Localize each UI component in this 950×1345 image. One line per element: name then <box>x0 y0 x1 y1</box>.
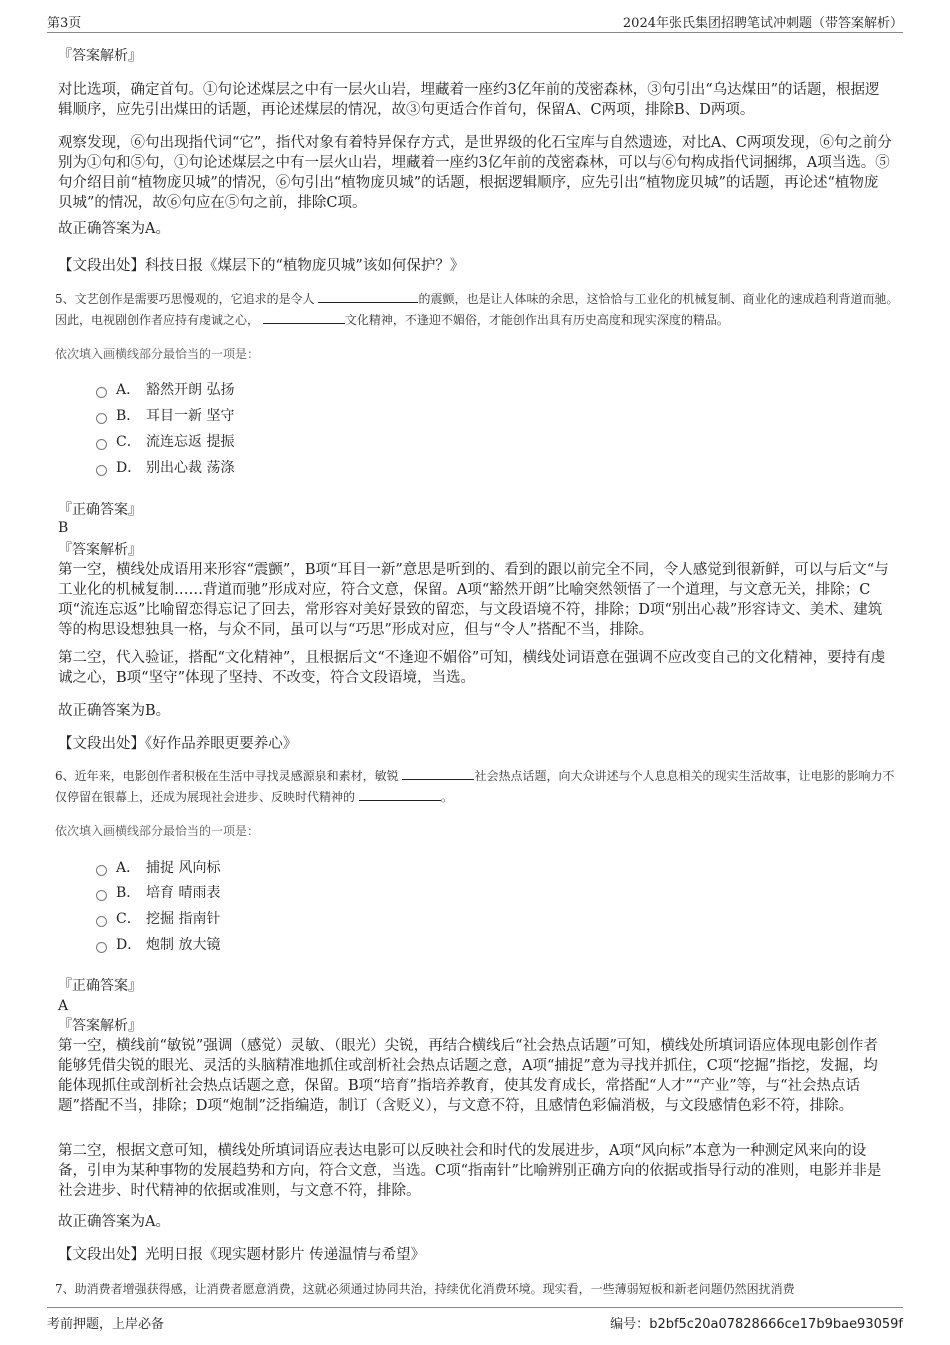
correct-answer-label: 『正确答案』 <box>58 502 142 518</box>
fill-blank <box>359 788 441 801</box>
correct-answer-label: 『正确答案』 <box>58 978 142 994</box>
source-citation: 【文段出处】《好作品养眼更要养心》 <box>58 736 298 752</box>
fill-blank <box>402 767 474 780</box>
analysis-text: 第一空，横线前“敏锐”强调（感觉）灵敏、（眼光）尖锐，再结合横线后“社会热点话题”可知，横线处所填词语应体现电影创作者能够凭借尖锐的眼光、灵活的头脑精准地抓住或剖析社会热点话题之意，A项“捕捉”意为寻找并抓住，C项“挖掘”指挖，发掘，均能体现抓住或剖析社会热点话题之意，保留。B项“培育”指培养教育，使其发育成长，常搭配“人才”“产业”等，与“社会热点话题”搭配不当，排除；D项“炮制”泛指编造，制订（含贬义），与文意不符，且感情色彩偏消极，与文段感情色彩不符，排除。 <box>58 1038 878 1114</box>
question-stem: 5、文艺创作是需要巧思慢观的，它追求的是令人 的震颤，也是让人体味的余思，这恰恰与工业化的机械复制、商业化的速成趋利背道而驰。因此，电视剧创作者应持有虔诚之心， 文化精神，不逢迎不媚俗，才能创作出具有历史高度和现实深度的精品。 <box>55 292 899 327</box>
analysis-text: 第二空，代入验证，搭配“文化精神”，且根据后文“不逢迎不媚俗”可知，横线处词语意在强调不应改变自己的文化精神，要持有虔诚之心，B项“坚守”体现了坚持、不改变，符合文段语境，当选。 <box>58 650 886 686</box>
option-c[interactable]: C． 挖掘 指南针 <box>96 908 220 930</box>
analysis-paragraph <box>58 560 892 640</box>
fill-blank <box>318 290 418 303</box>
option-d[interactable]: D． 炮制 放大镜 <box>96 934 220 956</box>
radio-icon[interactable] <box>96 916 107 927</box>
option-d[interactable]: D． 别出心裁 荡涤 <box>96 457 234 479</box>
conclusion: 故正确答案为A。 <box>58 221 170 237</box>
footer-slogan: 考前押题，上岸必备 <box>47 1317 165 1332</box>
analysis-text: 第二空，根据文意可知，横线处所填词语应表达电影可以反映社会和时代的发展进步，A项“风向标”本意为一种测定风来向的设备，引申为某种事物的发展趋势和方向，符合文意，当选。C项“指南针”比喻辨别正确方向的依据或指导行动的准则，电影并非是社会进步、时代精神的依据或准则，与文意不符，排除。 <box>58 1143 882 1199</box>
option-b[interactable]: B． 耳目一新 坚守 <box>96 405 234 427</box>
page-number: 第3页 <box>47 16 82 31</box>
correct-answer: A <box>58 998 69 1014</box>
source-citation: 【文段出处】科技日报《煤层下的“植物庞贝城”该如何保护？》 <box>58 258 465 274</box>
conclusion: 故正确答案为B。 <box>58 703 171 719</box>
question-prompt: 依次填入画横线部分最恰当的一项是： <box>55 824 260 838</box>
question-prompt: 依次填入画横线部分最恰当的一项是： <box>55 347 260 361</box>
analysis-text: 对比选项，确定首句。①句论述煤层之中有一层火山岩，埋藏着一座约3亿年前的茂密森林，③句引出“乌达煤田”的话题，根据逻辑顺序，应先引出煤田的话题，再论述煤层的情况，故③句更适合作首句，保留A、C两项，排除B、D两项。 <box>58 82 880 118</box>
analysis-paragraph <box>58 133 892 213</box>
question-stem: 7、助消费者增强获得感，让消费者愿意消费，这就必须通过协同共治，持续优化消费环境。现实看，一些薄弱短板和新老问题仍然困扰消费 <box>55 1282 795 1296</box>
radio-icon[interactable] <box>96 465 107 476</box>
analysis-paragraph <box>58 1141 892 1201</box>
option-a[interactable]: A． 豁然开朗 弘扬 <box>96 379 234 401</box>
question-stem: 6、近年来，电影创作者积极在生活中寻找灵感源泉和素材，敏锐 社会热点话题，向大众讲述与个人息息相关的现实生活故事，让电影的影响力不仅停留在银幕上，还成为展现社会进步、反映时代精神的 。 <box>55 769 895 804</box>
analysis-paragraph <box>58 648 892 688</box>
radio-icon[interactable] <box>96 439 107 450</box>
option-c[interactable]: C． 流连忘返 提振 <box>96 431 234 453</box>
option-b[interactable]: B． 培育 晴雨表 <box>96 882 220 904</box>
radio-icon[interactable] <box>96 387 107 398</box>
radio-icon[interactable] <box>96 865 107 876</box>
radio-icon[interactable] <box>96 413 107 424</box>
correct-answer: B <box>58 520 69 536</box>
page-footer <box>47 1307 903 1334</box>
analysis-text: 第一空，横线处成语用来形容“震颤”，B项“耳目一新”意思是听到的、看到的跟以前完全不同，令人感觉到很新鲜，可以与后文“与工业化的机械复制……背道而驰”形成对应，符合文意，保留。A项“豁然开朗”比喻突然领悟了一个道理，与文意无关，排除；C项“流连忘返”比喻留恋得忘记了回去，常形容对美好景致的留恋，与文段语境不符，排除；D项“别出心裁”形容诗文、美术、建筑等的构思设想独具一格，与众不同，虽可以与“巧思”形成对应，但与“令人”搭配不当，排除。 <box>58 562 889 638</box>
analysis-label: 『答案解析』 <box>58 542 142 558</box>
analysis-paragraph <box>58 80 892 120</box>
radio-icon[interactable] <box>96 890 107 901</box>
radio-icon[interactable] <box>96 942 107 953</box>
page-header <box>47 10 903 33</box>
fill-blank <box>263 311 345 324</box>
document-code: 编号：b2bf5c20a07828666ce17b9bae93059f <box>610 1317 903 1332</box>
analysis-paragraph <box>58 1036 892 1116</box>
option-a[interactable]: A． 捕捉 风向标 <box>96 857 220 879</box>
analysis-text: 观察发现，⑥句出现指代词“它”，指代对象有着特异保存方式，是世界级的化石宝库与自然遗迹，对比A、C两项发现，⑥句之前分别为①句和⑤句，①句论述煤层之中有一层火山岩，埋藏着一座约3亿年前的茂密森林，可以与⑥句构成指代词捆绑，A项当选。⑤句介绍目前“植物庞贝城”的情况，⑥句引出“植物庞贝城”的话题，根据逻辑顺序，应先引出“植物庞贝城”的话题，再论述“植物庞贝城”的情况，故⑥句应在⑤句之前，排除C项。 <box>58 135 892 211</box>
analysis-label: 『答案解析』 <box>58 1018 142 1034</box>
conclusion: 故正确答案为A。 <box>58 1214 170 1230</box>
document-title: 2024年张氏集团招聘笔试冲刺题（带答案解析） <box>622 16 903 31</box>
analysis-label: 『答案解析』 <box>58 48 142 64</box>
source-citation: 【文段出处】光明日报《现实题材影片 传递温情与希望》 <box>58 1247 426 1263</box>
